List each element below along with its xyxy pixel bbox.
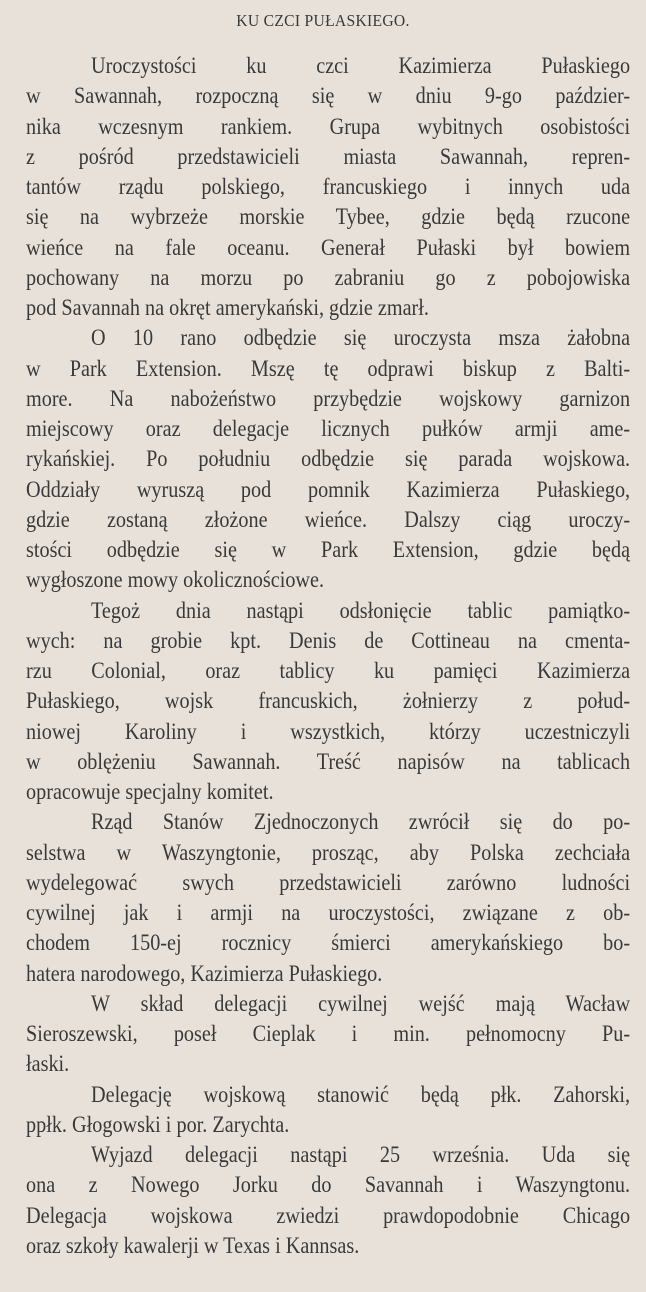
text-line: wydelegować swych przedstawicieli zarówno ludności [26, 869, 631, 896]
text-line: pod Savannah na okręt amerykański, gdzie zmarł. [26, 295, 429, 321]
text-line: oraz szkoły kawalerji w Texas i Kannsas. [26, 1232, 360, 1259]
text-line: Wyjazd delegacji nastąpi 25 września. Uda się [91, 1142, 631, 1168]
text-line: cywilnej jak i armji na uroczystości, związane z ob- [26, 900, 631, 926]
text-line: O 10 rano odbędzie się uroczysta msza żałobna [91, 325, 631, 352]
text-line: Delegację wojskową stanowić będą płk. Zahorski, [91, 1081, 631, 1108]
text-line: się na wybrzeże morskie Tybee, gdzie będą rzucone [26, 204, 631, 231]
text-line: selstwa w Waszyngtonie, prosząc, aby Polska zechciała [26, 839, 631, 866]
article-title: KU CZCI PUŁASKIEGO. [236, 11, 410, 30]
text-line: ona z Nowego Jorku do Savannah i Waszyngtonu. [26, 1172, 631, 1199]
text-line: wych: na grobie kpt. Denis de Cottineau na cmenta- [26, 627, 631, 654]
text-line: W skład delegacji cywilnej wejść mają Wacław [91, 990, 631, 1017]
text-line: miejscowy oraz delegacje licznych pułków armji ame- [26, 416, 631, 442]
text-line: rzu Colonial, oraz tablicy ku pamięci Kazimierza [26, 658, 631, 684]
text-line: ppłk. Głogowski i por. Zarychta. [26, 1111, 290, 1138]
paragraph-6 [26, 1080, 630, 1141]
text-line: w Park Extension. Mszę tę odprawi biskup z Balti- [26, 355, 631, 382]
text-line: w Sawannah, rozpoczną się w dniu 9-go paździer- [26, 83, 631, 110]
paragraph-4 [26, 807, 630, 989]
text-line: Sieroszewski, poseł Cieplak i min. pełnomocny Pu- [26, 1021, 631, 1047]
text-line: tantów rządu polskiego, francuskiego i innych uda [26, 174, 631, 200]
text-line: Pułaskiego, wojsk francuskich, żołnierzy z połud- [26, 688, 631, 715]
text-line: stości odbędzie się w Park Extension, gdzie będą [26, 537, 631, 563]
text-line: nika wczesnym rankiem. Grupa wybitnych osobistości [26, 113, 631, 140]
paragraph-5 [26, 989, 630, 1080]
text-line: more. Na nabożeństwo przybędzie wojskowy garnizon [26, 385, 631, 412]
paragraph-3 [26, 596, 630, 808]
text-line: wieńce na fale oceanu. Generał Pułaski był bowiem [26, 234, 631, 261]
text-line: łaski. [26, 1051, 70, 1078]
text-line: niowej Karoliny i wszystkich, którzy uczestniczyli [26, 718, 631, 745]
text-line: Oddziały wyruszą pod pomnik Kazimierza Pułaskiego, [26, 476, 631, 503]
text-line: opracowuje specjalny komitet. [26, 779, 274, 805]
text-line: Delegacja wojskowa zwiedzi prawdopodobnie Chicago [26, 1202, 631, 1229]
text-line: Tegoż dnia nastąpi odsłonięcie tablic pamiątko- [91, 597, 631, 624]
text-line: hatera narodowego, Kazimierza Pułaskiego. [26, 960, 383, 987]
text-line: wygłoszone mowy okolicznościowe. [26, 567, 325, 594]
text-line: gdzie zostaną złożone wieńce. Dalszy ciąg uroczy- [26, 506, 631, 533]
text-line: chodem 150-ej rocznicy śmierci amerykańskiego bo- [26, 930, 631, 957]
text-line: Uroczystości ku czci Kazimierza Pułaskiego [91, 53, 631, 79]
text-line: rykańskiej. Po południu odbędzie się parada wojskowa. [26, 446, 631, 473]
paragraph-2 [26, 323, 630, 595]
paragraph-7 [26, 1140, 630, 1261]
text-line: pochowany na morzu po zabraniu go z pobojowiska [26, 264, 631, 291]
text-line: w oblężeniu Sawannah. Treść napisów na tablicach [26, 748, 631, 775]
text-line: z pośród przedstawicieli miasta Sawannah, repren- [26, 143, 631, 170]
paragraph-1 [26, 51, 630, 323]
article-body [26, 51, 630, 1261]
text-line: Rząd Stanów Zjednoczonych zwrócił się do po- [91, 809, 631, 836]
